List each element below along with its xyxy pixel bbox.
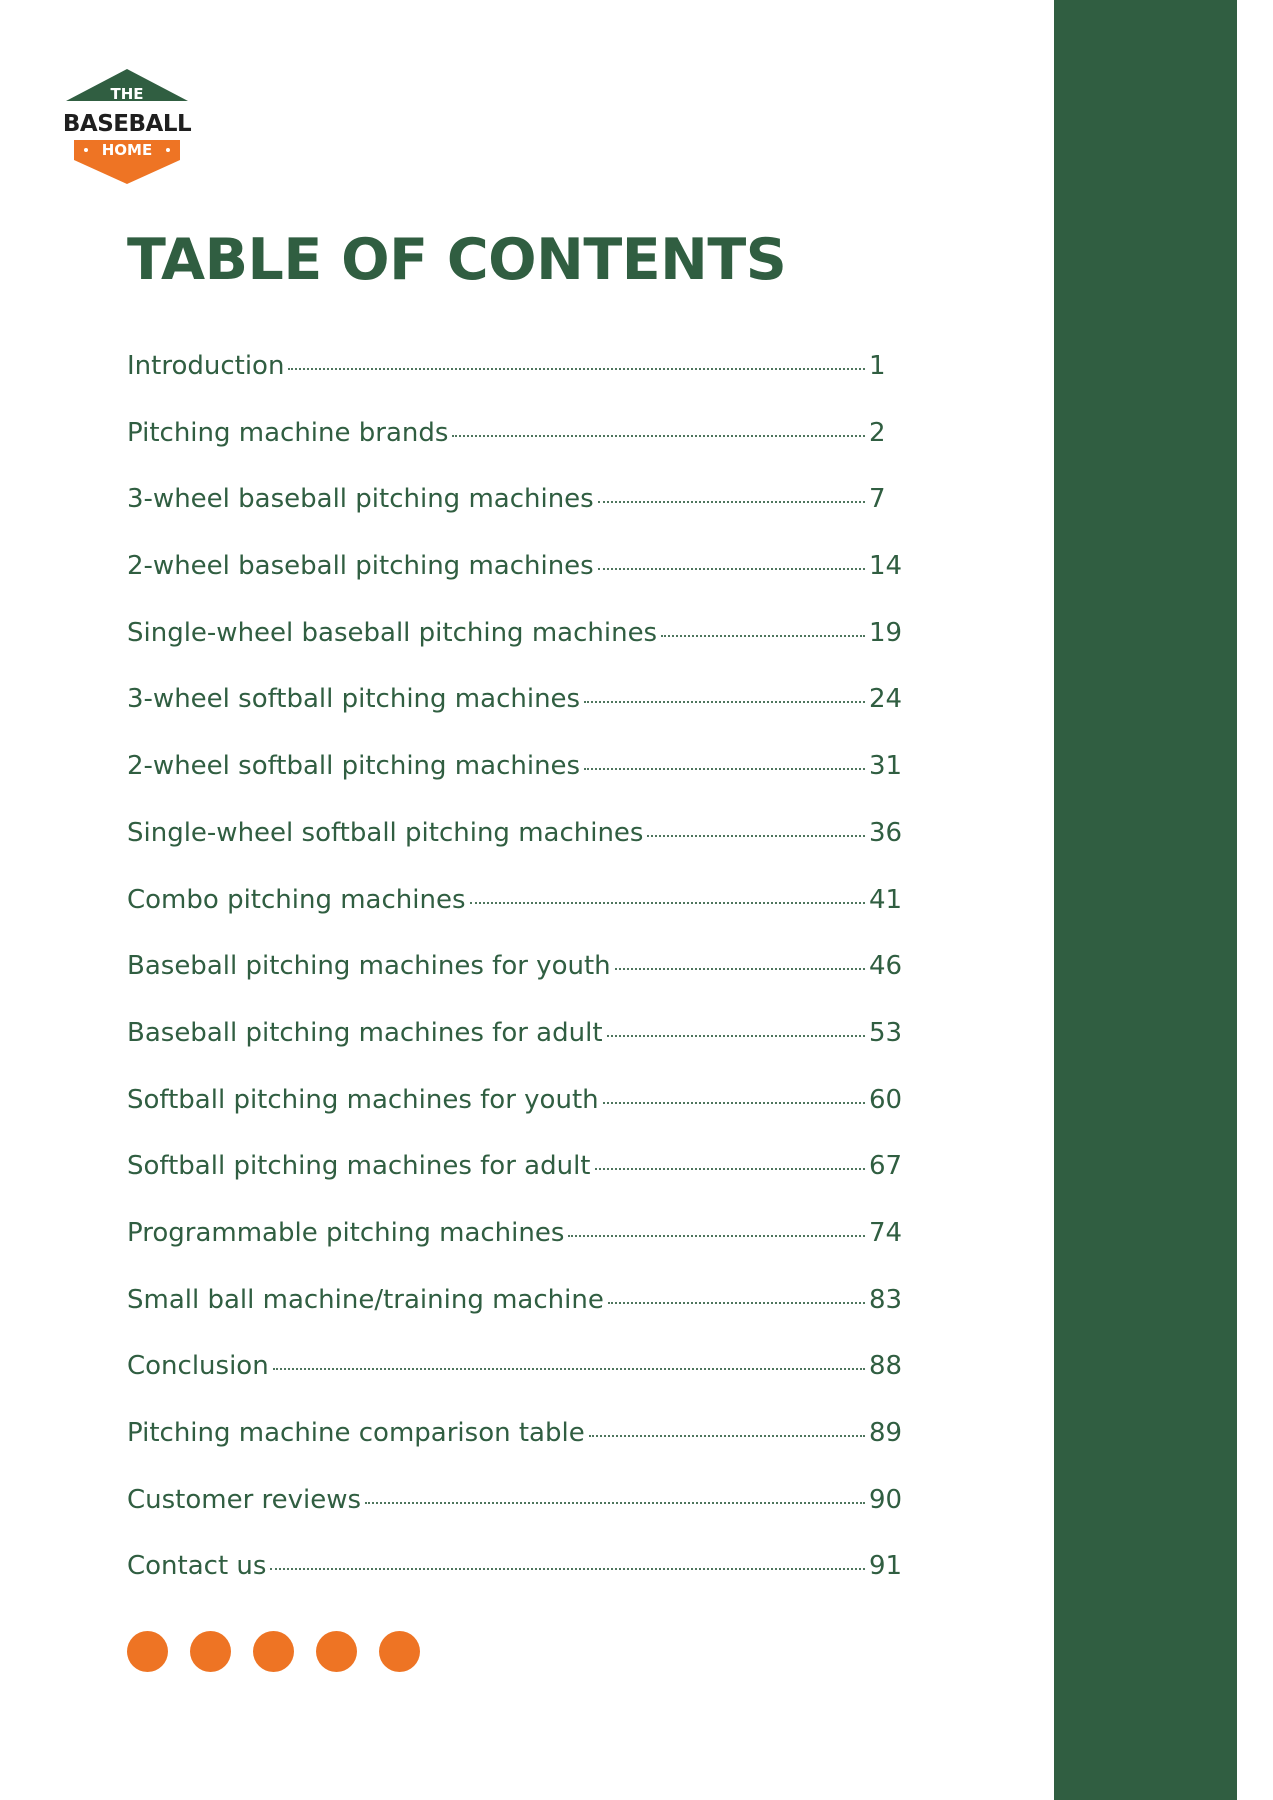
- toc-entry-label: Pitching machine brands: [127, 417, 449, 448]
- toc-leader-dots: [470, 901, 865, 904]
- toc-leader-dots: [598, 567, 865, 570]
- toc-entry[interactable]: [127, 1206, 917, 1273]
- toc-leader-dots: [584, 700, 865, 703]
- toc-leader-dots: [661, 634, 865, 637]
- toc-entry[interactable]: [127, 939, 917, 1006]
- toc-entry[interactable]: [127, 1073, 917, 1140]
- toc-entry-page: 74: [869, 1217, 903, 1248]
- toc-leader-dots: [598, 500, 865, 503]
- toc-entry-label: Contact us: [127, 1551, 267, 1582]
- toc-entry-label: Customer reviews: [127, 1484, 362, 1515]
- toc-leader-dots: [270, 1567, 865, 1570]
- toc-leader-dots: [589, 1434, 865, 1437]
- orange-dot: [190, 1631, 231, 1672]
- toc-entry-label: Softball pitching machines for adult: [127, 1151, 591, 1182]
- toc-leader-dots: [273, 1367, 865, 1370]
- toc-entry-label: 3-wheel softball pitching machines: [127, 684, 581, 715]
- toc-entry-label: Programmable pitching machines: [127, 1217, 565, 1248]
- toc-entry-page: 14: [869, 551, 903, 582]
- toc-entry-page: 83: [869, 1284, 903, 1315]
- orange-dot: [127, 1631, 168, 1672]
- toc-leader-dots: [452, 434, 865, 437]
- table-of-contents: [127, 339, 917, 1606]
- toc-entry[interactable]: [127, 1539, 917, 1606]
- toc-entry[interactable]: [127, 739, 917, 806]
- toc-entry-page: 46: [869, 951, 903, 982]
- toc-entry[interactable]: [127, 1006, 917, 1073]
- toc-entry[interactable]: [127, 1139, 917, 1206]
- toc-entry[interactable]: [127, 606, 917, 673]
- toc-leader-dots: [568, 1234, 865, 1237]
- toc-entry-page: 67: [869, 1151, 903, 1182]
- toc-entry[interactable]: [127, 1273, 917, 1340]
- decorative-dots: [127, 1631, 420, 1672]
- toc-leader-dots: [603, 1101, 865, 1104]
- toc-entry[interactable]: [127, 806, 917, 873]
- page-title: TABLE OF CONTENTS: [127, 227, 787, 293]
- toc-entry-label: Pitching machine comparison table: [127, 1418, 585, 1448]
- toc-entry-page: 7: [869, 484, 886, 515]
- toc-leader-dots: [608, 1301, 865, 1304]
- toc-entry[interactable]: [127, 406, 917, 473]
- toc-entry-page: 41: [869, 884, 903, 915]
- toc-entry-label: 2-wheel baseball pitching machines: [127, 551, 594, 582]
- toc-entry-label: Single-wheel baseball pitching machines: [127, 617, 658, 648]
- toc-entry-label: 3-wheel baseball pitching machines: [127, 484, 594, 515]
- orange-dot: [316, 1631, 357, 1672]
- toc-leader-dots: [595, 1167, 865, 1170]
- toc-entry-page: 90: [869, 1484, 903, 1515]
- toc-entry[interactable]: [127, 1339, 917, 1406]
- toc-leader-dots: [584, 767, 865, 770]
- toc-entry-page: 89: [869, 1418, 903, 1448]
- toc-entry[interactable]: [127, 1473, 917, 1540]
- toc-entry-page: 53: [869, 1017, 903, 1048]
- toc-entry-page: 24: [869, 684, 903, 715]
- logo-text-the: THE: [110, 85, 144, 103]
- toc-entry[interactable]: [127, 873, 917, 940]
- toc-entry-page: 91: [869, 1551, 903, 1582]
- toc-entry-page: 1: [869, 351, 886, 381]
- toc-entry[interactable]: [127, 1406, 917, 1473]
- toc-entry[interactable]: [127, 472, 917, 539]
- toc-entry-page: 19: [869, 617, 903, 648]
- toc-leader-dots: [365, 1501, 865, 1504]
- toc-entry-label: Baseball pitching machines for youth: [127, 951, 611, 982]
- logo-text-baseball: BASEBALL: [62, 111, 192, 137]
- toc-entry-label: Conclusion: [127, 1351, 269, 1382]
- toc-entry-page: 60: [869, 1084, 903, 1115]
- side-color-band: [1054, 0, 1237, 1800]
- toc-entry-label: Single-wheel softball pitching machines: [127, 817, 644, 848]
- toc-entry-label: Small ball machine/training machine: [127, 1284, 604, 1315]
- toc-entry[interactable]: [127, 672, 917, 739]
- toc-entry-label: Baseball pitching machines for adult: [127, 1017, 603, 1048]
- toc-leader-dots: [647, 834, 865, 837]
- brand-logo: [52, 66, 202, 188]
- toc-leader-dots: [288, 367, 865, 370]
- toc-entry-label: Softball pitching machines for youth: [127, 1084, 599, 1115]
- toc-entry-label: 2-wheel softball pitching machines: [127, 751, 581, 782]
- toc-entry-page: 88: [869, 1351, 903, 1382]
- toc-entry-label: Introduction: [127, 351, 285, 381]
- toc-entry[interactable]: [127, 339, 917, 406]
- orange-dot: [379, 1631, 420, 1672]
- toc-entry-page: 2: [869, 417, 886, 448]
- toc-entry-page: 31: [869, 751, 903, 782]
- toc-entry[interactable]: [127, 539, 917, 606]
- toc-leader-dots: [615, 967, 865, 970]
- orange-dot: [253, 1631, 294, 1672]
- logo-text-home: HOME: [101, 141, 153, 159]
- toc-entry-page: 36: [869, 817, 903, 848]
- toc-entry-label: Combo pitching machines: [127, 884, 466, 915]
- toc-leader-dots: [607, 1034, 865, 1037]
